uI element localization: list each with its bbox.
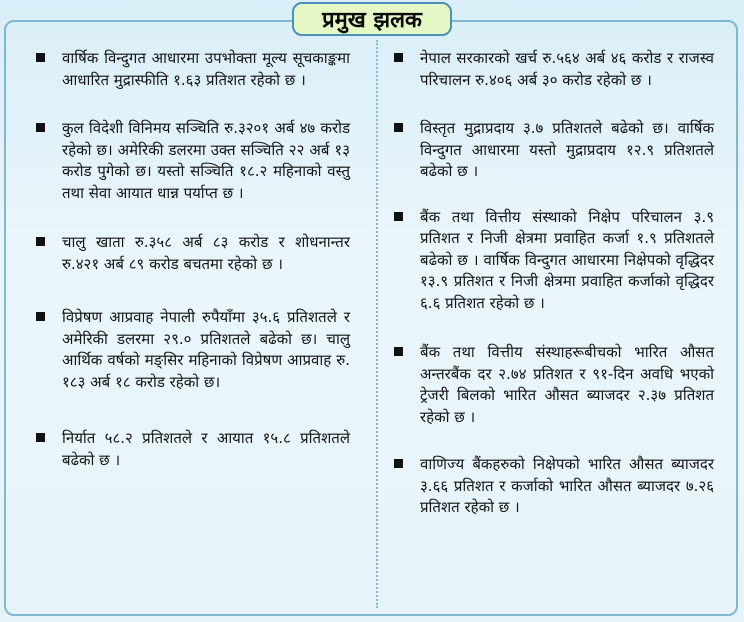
item-text: बैंक तथा वित्तीय संस्थाको निक्षेप परिचालन ३.९ प्रतिशत र निजी क्षेत्रमा प्रवाहित कर्जा १.९ प्रतिशतले बढेको छ । वार्षिक विन्दुगत आधारमा निक्षेपको वृद्धिदर १३.९ प्रतिशत र निजी क्षेत्रमा प्रवाहित कर्जाको वृद्धिदर ६.६ प्रतिशत रहेको छ । (420, 207, 714, 312)
bullet-icon (394, 459, 403, 468)
item-text: निर्यात ५८.२ प्रतिशतले र आयात १५.८ प्रतिशतले बढेको छ । (62, 429, 350, 469)
list-item (392, 48, 714, 91)
list-item (392, 454, 714, 519)
item-text: वाणिज्य बैंकहरुको निक्षेपको भारित औसत ब्याजदर ३.६६ प्रतिशत र कर्जाको भारित औसत ब्याजदर ७.२६ प्रतिशत रहेको छ । (420, 455, 714, 516)
list-item (34, 307, 350, 393)
list-item (392, 342, 714, 428)
bullet-icon (36, 433, 45, 442)
bullet-icon (394, 53, 403, 62)
item-text: विस्तृत मुद्राप्रदाय ३.७ प्रतिशतले बढेको छ। वार्षिक विन्दुगत आधारमा यस्तो मुद्राप्रदाय १२.९ प्रतिशतले बढेको छ । (420, 119, 714, 180)
item-text: नेपाल सरकारको खर्च रु.५६४ अर्ब ४६ करोड र राजस्व परिचालन रु.४०६ अर्ब ३० करोड रहेको छ । (420, 49, 714, 89)
bullet-icon (36, 123, 45, 132)
panel-title: प्रमुख झलक (292, 2, 452, 36)
item-text: विप्रेषण आप्रवाह नेपाली रुपैयाँमा ३५.६ प्रतिशतले र अमेरिकी डलरमा २९.० प्रतिशतले बढेको छ। चालु आर्थिक वर्षको मङ्सिर महिनाको विप्रेषण आप्रवाह रु. १८३ अर्ब १८ करोड रहेको छ। (62, 308, 350, 391)
list-item (392, 118, 714, 183)
bullet-icon (394, 212, 403, 221)
bullet-icon (394, 347, 403, 356)
item-text: चालु खाता रु.३५८ अर्ब ८३ करोड र शोधनान्तर रु.४२१ अर्ब ८९ करोड बचतमा रहेको छ । (62, 233, 350, 273)
list-item (34, 48, 350, 91)
list-item (392, 207, 714, 315)
list-item (34, 428, 350, 471)
item-text: कुल विदेशी विनिमय सञ्चिति रु.३२०१ अर्ब ४७ करोड रहेको छ। अमेरिकी डलरमा उक्त सञ्चिति २२ अर्ब १३ करोड पुगेको छ। यस्तो सञ्चिति १८.२ महिनाको वस्तु तथा सेवा आयात धान्न पर्याप्त छ । (62, 119, 350, 202)
column-divider (376, 40, 378, 608)
right-column (392, 40, 714, 519)
list-item (34, 232, 350, 275)
bullet-icon (36, 53, 45, 62)
bullet-icon (36, 312, 45, 321)
item-text: वार्षिक विन्दुगत आधारमा उपभोक्ता मूल्य सूचकाङ्कमा आधारित मुद्रास्फीति १.६३ प्रतिशत रहेको छ । (62, 49, 350, 89)
left-column (34, 40, 350, 471)
bullet-icon (36, 237, 45, 246)
list-item (34, 118, 350, 204)
bullet-icon (394, 123, 403, 132)
item-text: बैंक तथा वित्तीय संस्थाहरूबीचको भारित औसत अन्तरबैंक दर २.७४ प्रतिशत र ९१-दिन अवधि भएको ट्रेजरी बिलको भारित औसत ब्याजदर २.३७ प्रतिशत रहेको छ । (420, 343, 714, 426)
